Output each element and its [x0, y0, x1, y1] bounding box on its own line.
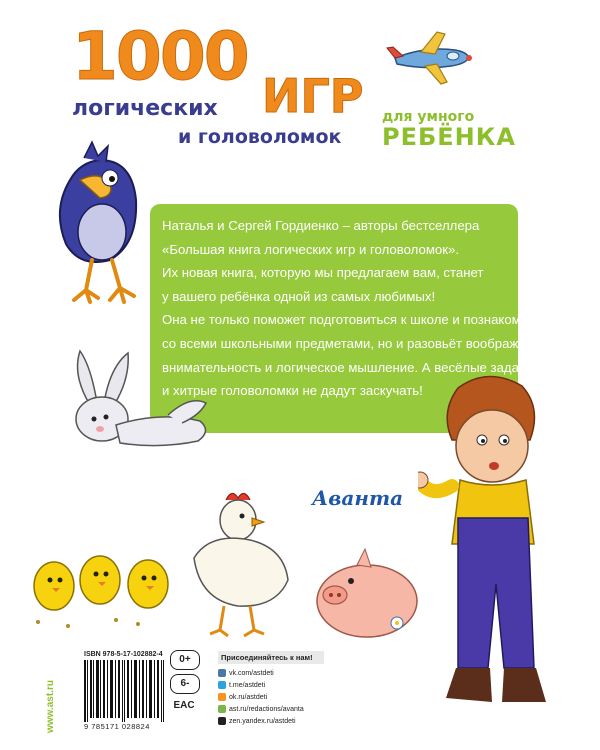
- social-link-vk[interactable]: [218, 667, 324, 679]
- title-for-smart: для умного: [382, 109, 475, 125]
- title-games: ИГР: [262, 69, 364, 123]
- join-us-label: Присоединяйтесь к нам!: [218, 651, 324, 664]
- hen-illustration: [180, 488, 300, 638]
- airplane-illustration: [385, 28, 475, 88]
- social-link-text: zen.yandex.ru/astdeti: [229, 717, 296, 725]
- description-line: у вашего ребёнка одной из самых любимых!: [162, 288, 436, 304]
- description-line: Наталья и Сергей Гордиенко – авторы бестселлера: [162, 218, 480, 233]
- crow-illustration: [40, 140, 160, 310]
- isbn-number: ISBN 978-5-17-102882-4: [84, 651, 163, 658]
- age-rating-badge-secondary: 6-: [170, 674, 200, 694]
- eac-mark: EAC: [173, 700, 195, 711]
- social-link-zen[interactable]: [218, 715, 324, 727]
- boy-illustration: [418, 368, 558, 750]
- vk-icon: [218, 669, 226, 677]
- title-child: РЕБЁНКА: [382, 123, 516, 151]
- chicks-illustration: [28, 540, 178, 630]
- social-link-ok[interactable]: [218, 691, 324, 703]
- social-link-text: t.me/astdeti: [229, 681, 266, 689]
- publisher-logo: Аванта: [312, 486, 404, 510]
- description-line: внимательность и логическое мышление. А весёлые задания: [162, 359, 541, 375]
- social-link-text: vk.com/astdeti: [229, 669, 274, 677]
- telegram-icon: [218, 681, 226, 689]
- social-link-ast[interactable]: [218, 703, 324, 715]
- site-url-vertical: [42, 655, 56, 735]
- social-link-text: ast.ru/redactions/avanta: [229, 705, 304, 713]
- social-links-panel: [218, 651, 324, 727]
- description-line: «Большая книга логических игр и головоломок».: [162, 241, 459, 257]
- odnoklassniki-icon: [218, 693, 226, 701]
- social-link-text: ok.ru/astdeti: [229, 693, 268, 701]
- description-line: Их новая книга, которую мы предлагаем вам, станет: [162, 265, 484, 281]
- zen-icon: [218, 717, 226, 725]
- title-number: 1000: [72, 18, 248, 95]
- description-line: Она не только поможет подготовиться к школе и познакомит: [162, 312, 535, 328]
- barcode: [84, 660, 164, 722]
- age-rating-badge: 0+: [170, 650, 200, 670]
- description-line: со всеми школьными предметами, но и разовьёт воображение,: [162, 335, 552, 351]
- title-puzzles: и головоломок: [178, 126, 342, 148]
- pig-illustration: [305, 545, 425, 645]
- barcode-digits: 9 785171 028824: [84, 722, 150, 731]
- description-line: и хитрые головоломки не дадут заскучать!: [162, 383, 423, 399]
- bunny-illustration: [50, 345, 220, 455]
- ast-site-icon: [218, 705, 226, 713]
- svg-text:www.ast.ru: www.ast.ru: [45, 680, 56, 733]
- title-logical: логических: [72, 96, 218, 121]
- social-link-telegram[interactable]: [218, 679, 324, 691]
